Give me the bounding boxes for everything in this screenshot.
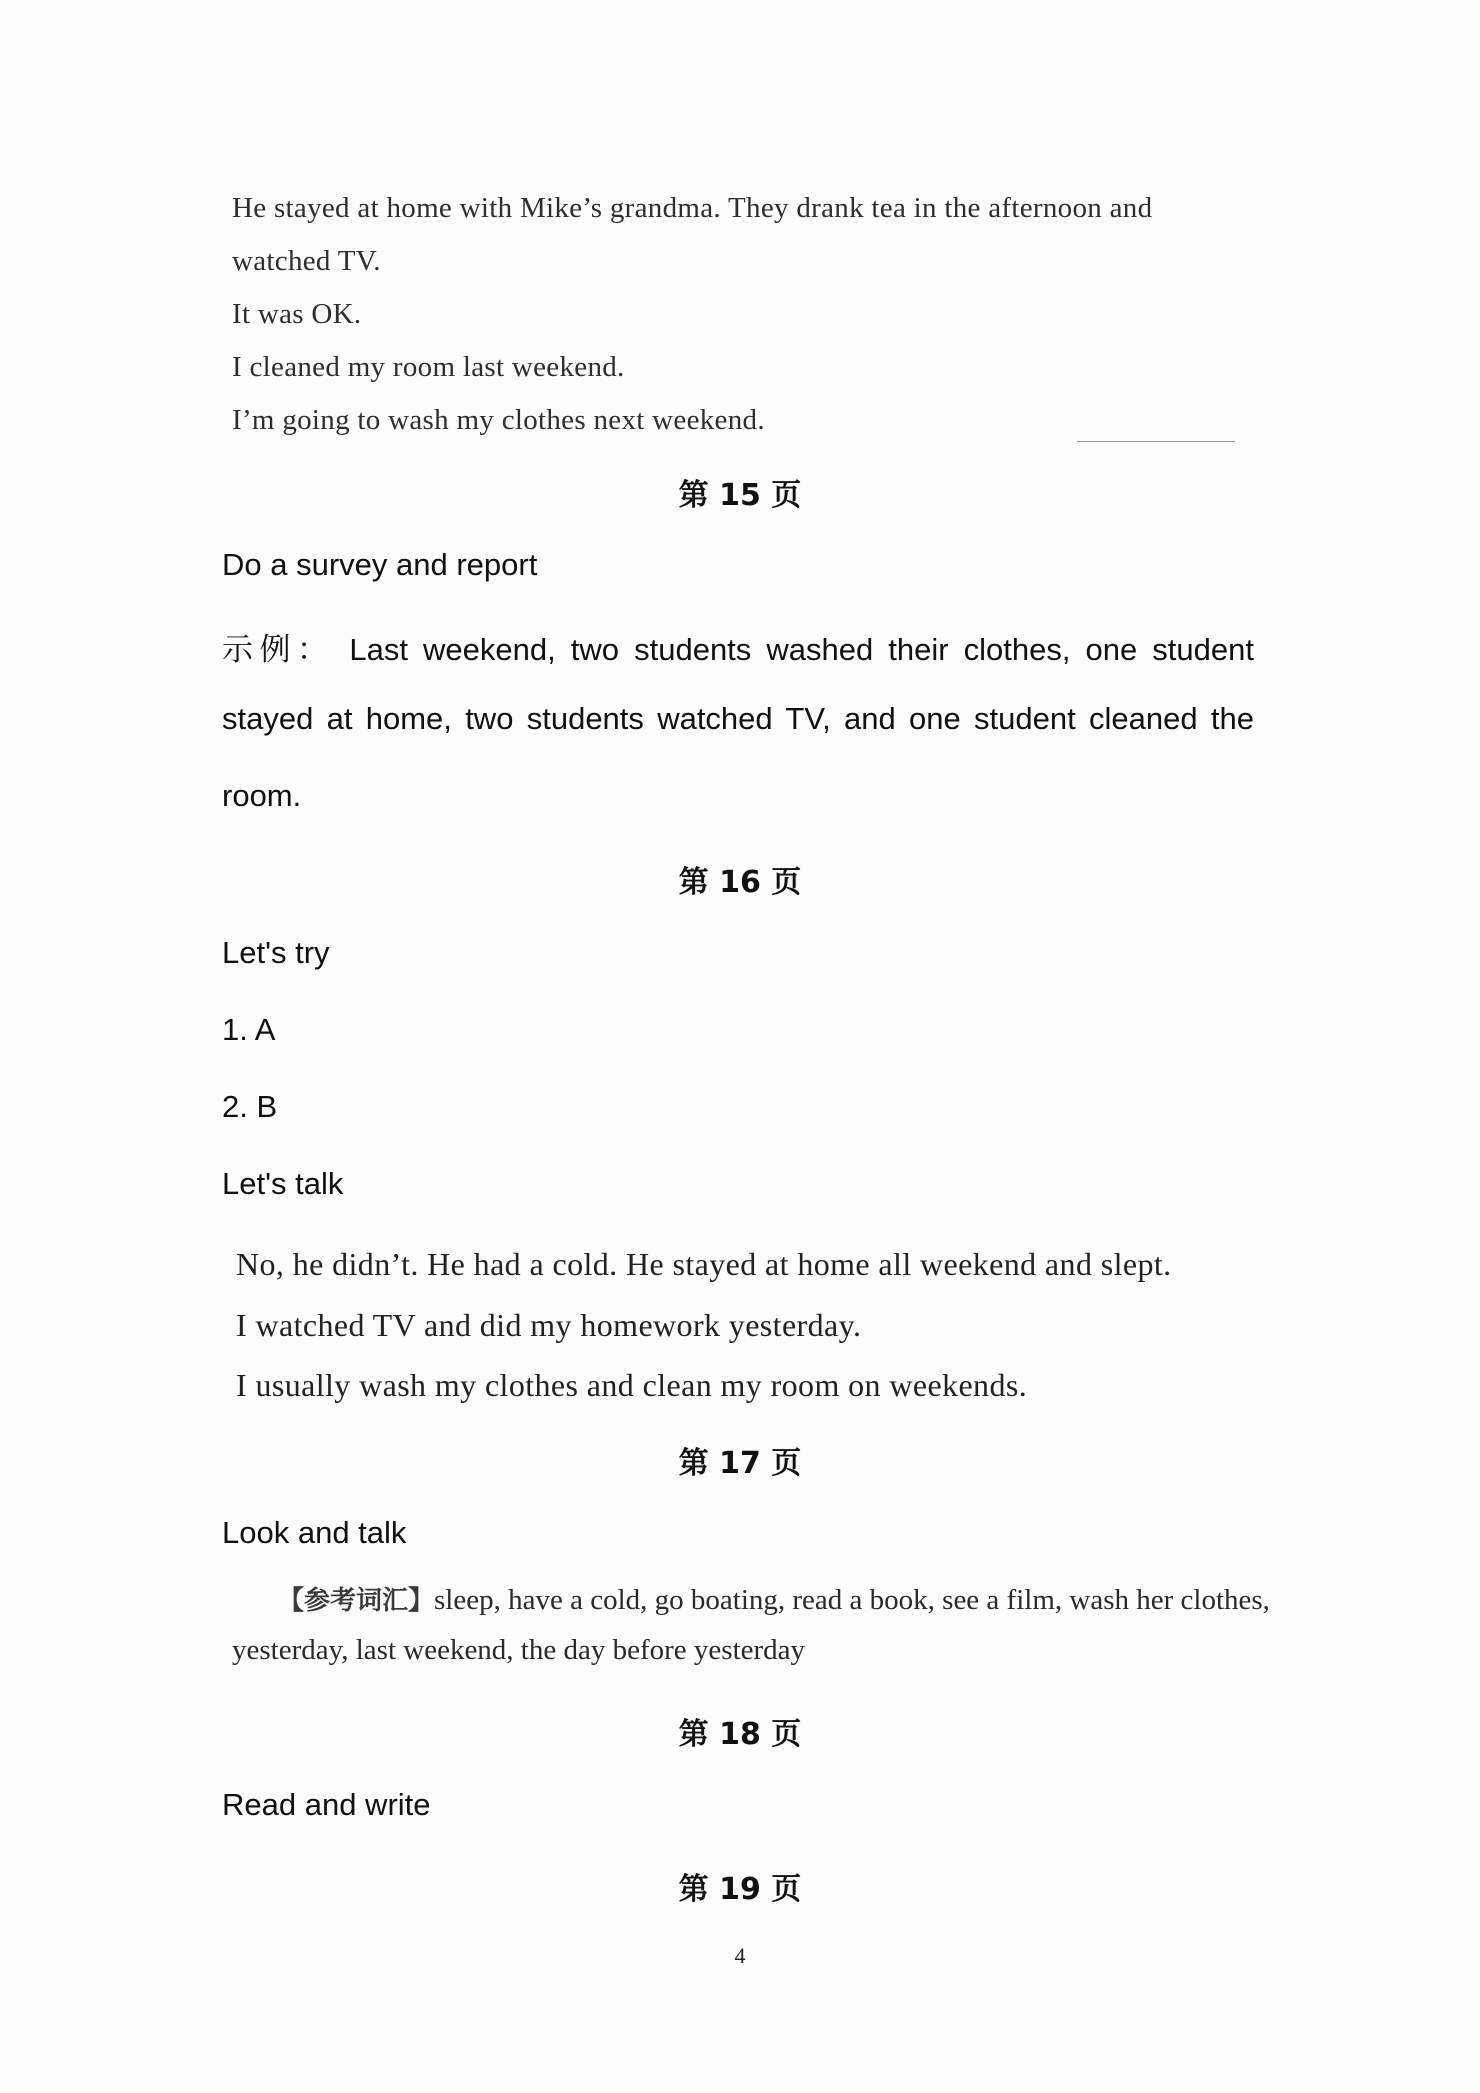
section-title: Read and write: [222, 1787, 431, 1822]
page-number: 4: [734, 1943, 746, 1968]
section-title: Do a survey and report: [222, 547, 538, 582]
example-line: 示例： Last weekend, two students washed their clothes, one student: [222, 632, 1254, 667]
underline-rule: [1077, 441, 1235, 442]
vocab-line: [278, 1580, 1270, 1617]
section-title: Look and talk: [222, 1515, 407, 1550]
vocab-line: yesterday, last weekend, the day before yesterday: [232, 1634, 806, 1666]
section-title: Let's talk: [222, 1166, 344, 1201]
example-line: room.: [222, 778, 302, 813]
answer-item: 1. A: [222, 1012, 276, 1047]
answer-item: 2. B: [222, 1089, 278, 1124]
answer-line: I cleaned my room last weekend.: [232, 351, 625, 383]
page-heading-18: 第 18 页: [678, 1717, 802, 1752]
answer-line: He stayed at home with Mike’s grandma. They drank tea in the afternoon and: [232, 192, 1153, 224]
page-heading-19: 第 19 页: [678, 1872, 802, 1907]
answer-line: It was OK.: [232, 298, 362, 330]
answer-line: watched TV.: [232, 245, 381, 277]
talk-line: No, he didn’t. He had a cold. He stayed at home all weekend and slept.: [236, 1246, 1172, 1282]
page-heading-15: 第 15 页: [678, 478, 802, 513]
talk-line: I watched TV and did my homework yesterday.: [236, 1307, 862, 1343]
answer-line: I’m going to wash my clothes next weekend.: [232, 404, 765, 436]
page-heading-16: 第 16 页: [678, 865, 802, 900]
page-heading-17: 第 17 页: [678, 1446, 802, 1481]
talk-line: I usually wash my clothes and clean my room on weekends.: [236, 1367, 1028, 1403]
vocab-tag: 【参考词汇】: [278, 1586, 435, 1616]
vocab-words: sleep, have a cold, go boating, read a book, see a film, wash her clothes,: [434, 1584, 1270, 1616]
section-title: Let's try: [222, 935, 330, 970]
example-line: stayed at home, two students watched TV, and one student cleaned the: [222, 701, 1254, 736]
